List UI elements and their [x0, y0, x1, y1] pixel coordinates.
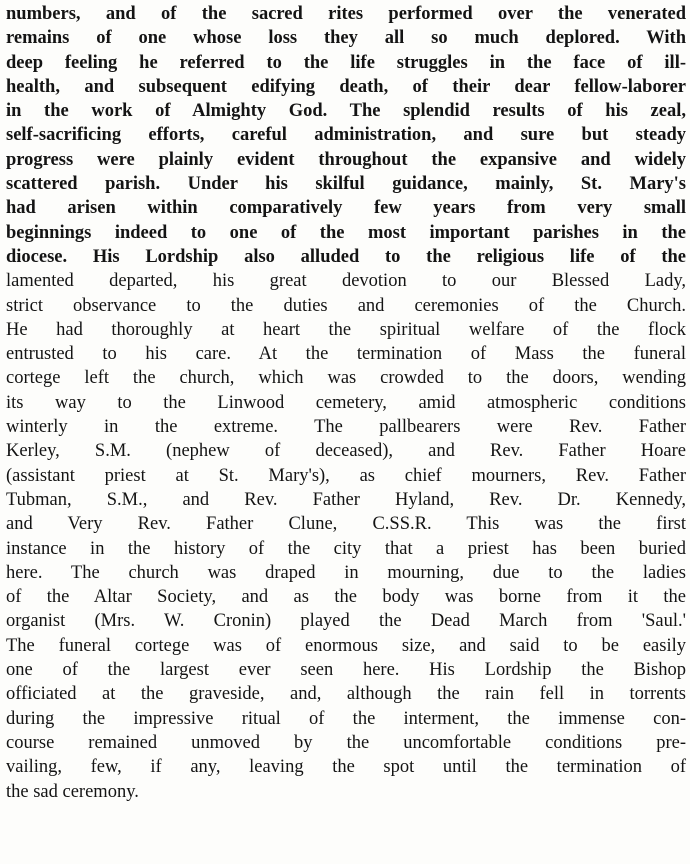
- text-line: diocese. His Lordship also alluded to the religious life of the: [6, 246, 686, 267]
- text-line: strict observance to the duties and ceremonies of the Church.: [6, 295, 686, 316]
- text-line: health, and subsequent edifying death, of their dear fellow-laborer: [6, 76, 686, 97]
- text-line: organist (Mrs. W. Cronin) played the Dead March from 'Saul.': [6, 611, 686, 632]
- text-line: vailing, few, if any, leaving the spot until the termination of: [6, 757, 686, 778]
- text-line: its way to the Linwood cemetery, amid atmospheric conditions: [6, 392, 686, 413]
- text-line: beginnings indeed to one of the most important parishes in the: [6, 222, 686, 243]
- text-line: of the Altar Society, and as the body was borne from it the: [6, 587, 686, 608]
- text-line: officiated at the graveside, and, although the rain fell in torrents: [6, 684, 686, 705]
- text-line: scattered parish. Under his skilful guidance, mainly, St. Mary's: [6, 174, 686, 195]
- text-line: course remained unmoved by the uncomfortable conditions pre-: [6, 732, 686, 753]
- text-line: (assistant priest at St. Mary's), as chief mourners, Rev. Father: [6, 465, 686, 486]
- text-line: He had thoroughly at heart the spiritual welfare of the flock: [6, 319, 686, 340]
- text-line: entrusted to his care. At the termination of Mass the funeral: [6, 344, 686, 365]
- text-line: during the impressive ritual of the interment, the immense con-: [6, 708, 686, 729]
- text-line: cortege left the church, which was crowded to the doors, wending: [6, 368, 686, 389]
- text-line: deep feeling he referred to the life struggles in the face of ill-: [6, 52, 686, 73]
- text-line: had arisen within comparatively few years from very small: [6, 198, 686, 219]
- text-line: progress were plainly evident throughout the expansive and widely: [6, 149, 686, 170]
- text-line: remains of one whose loss they all so much deplored. With: [6, 28, 686, 49]
- text-line: instance in the history of the city that a priest has been buried: [6, 538, 686, 559]
- text-line-final: the sad ceremony.: [6, 781, 139, 802]
- text-line: and Very Rev. Father Clune, C.SS.R. This was the first: [6, 514, 686, 535]
- text-line: The funeral cortege was of enormous size, and said to be easily: [6, 635, 686, 656]
- text-line: in the work of Almighty God. The splendid results of his zeal,: [6, 101, 686, 122]
- text-line: Kerley, S.M. (nephew of deceased), and Rev. Father Hoare: [6, 441, 686, 462]
- text-line: self-sacrificing efforts, careful administration, and sure but steady: [6, 125, 686, 146]
- text-line: here. The church was draped in mourning, due to the ladies: [6, 562, 686, 583]
- text-line: numbers, and of the sacred rites performed over the venerated: [6, 4, 686, 24]
- text-line: one of the largest ever seen here. His Lordship the Bishop: [6, 660, 686, 681]
- article-text: [6, 2, 686, 804]
- text-line: Tubman, S.M., and Rev. Father Hyland, Rev. Dr. Kennedy,: [6, 489, 686, 510]
- text-line: winterly in the extreme. The pallbearers were Rev. Father: [6, 417, 686, 438]
- text-line: lamented departed, his great devotion to our Blessed Lady,: [6, 271, 686, 292]
